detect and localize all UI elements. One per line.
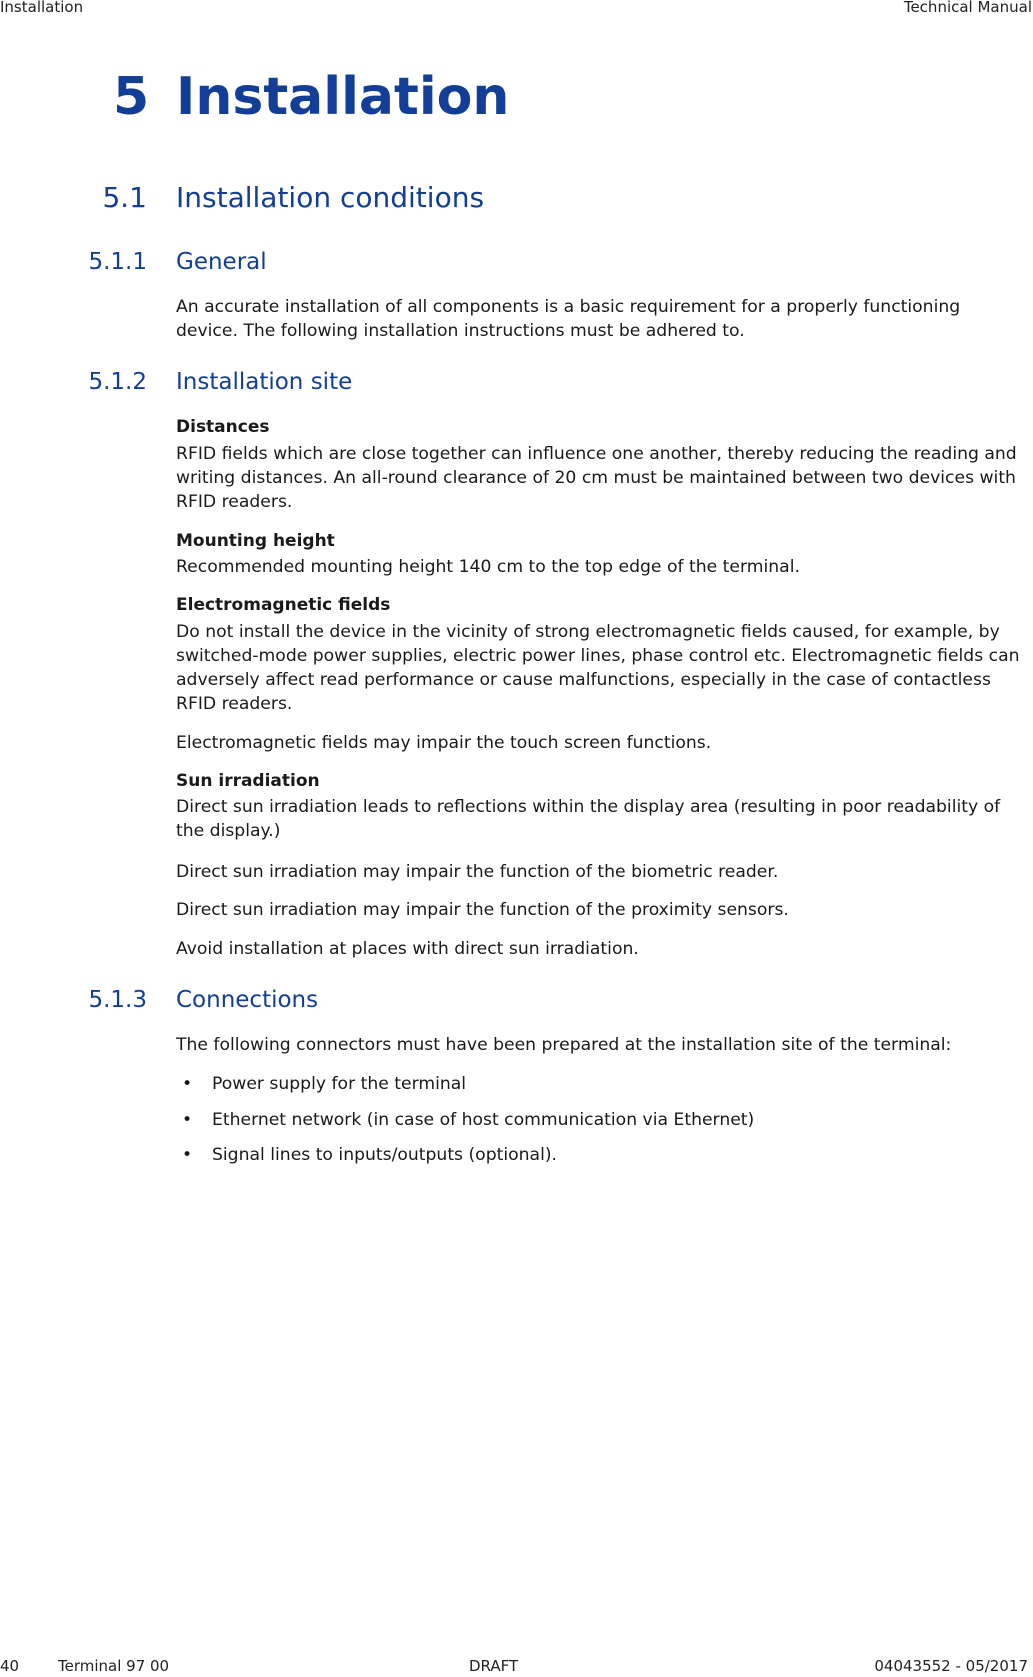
running-header-left: Installation	[0, 0, 84, 16]
electromagnetic-heading: Electromagnetic fields	[176, 595, 391, 615]
chapter-title: Installation	[176, 67, 510, 127]
bullet-icon: •	[182, 1145, 193, 1165]
chapter-heading	[0, 62, 1033, 132]
connections-intro: The following connectors must have been prepared at the installation site of the terminal:	[176, 1035, 952, 1055]
mounting-height-heading: Mounting height	[176, 531, 335, 551]
chapter-number: 5	[113, 67, 150, 127]
electromagnetic-paragraph-1: Do not install the device in the vicinity of strong electromagnetic fields caused, for example, by switched-mode power supplies, electric power lines, phase control etc. Electromagnetic fields can adversely affect read performance or cause malfunctions, especially in the case of contactless RFID readers.	[176, 622, 1020, 714]
section-title: Installation site	[176, 369, 353, 395]
sun-irradiation-paragraph-2: Direct sun irradiation may impair the function of the biometric reader.	[176, 862, 779, 882]
list-item-text: Ethernet network (in case of host communication via Ethernet)	[212, 1110, 755, 1130]
bullet-icon: •	[182, 1074, 193, 1094]
footer-doc-number: 04043552 - 05/2017	[874, 1657, 1028, 1675]
section-title: Installation conditions	[176, 181, 485, 214]
mounting-height-paragraph: Recommended mounting height 140 cm to the top edge of the terminal.	[176, 557, 800, 577]
section-number: 5.1.3	[88, 987, 147, 1013]
bullet-icon: •	[182, 1110, 193, 1130]
section-number: 5.1.2	[88, 369, 147, 395]
footer-page-number: 40	[0, 1657, 20, 1675]
list-item-text: Signal lines to inputs/outputs (optional).	[212, 1145, 558, 1165]
footer-status: DRAFT	[469, 1657, 519, 1675]
section-number: 5.1.1	[88, 249, 147, 275]
section-number: 5.1	[102, 181, 147, 214]
section-title: Connections	[176, 987, 319, 1013]
sun-irradiation-heading: Sun irradiation	[176, 771, 320, 791]
running-header-right: Technical Manual	[903, 0, 1032, 16]
footer-product: Terminal 97 00	[58, 1657, 170, 1675]
list-item-text: Power supply for the terminal	[212, 1074, 467, 1094]
sun-irradiation-paragraph-3: Direct sun irradiation may impair the function of the proximity sensors.	[176, 900, 789, 920]
sun-irradiation-paragraph-1: Direct sun irradiation leads to reflections within the display area (resulting in poor readability of the display.)	[176, 797, 1001, 841]
sun-irradiation-paragraph-4: Avoid installation at places with direct sun irradiation.	[176, 939, 639, 959]
distances-paragraph: RFID fields which are close together can influence one another, thereby reducing the reading and writing distances. An all-round clearance of 20 cm must be maintained between two devices with RFID readers.	[176, 444, 1017, 512]
distances-heading: Distances	[176, 417, 270, 437]
electromagnetic-paragraph-2: Electromagnetic fields may impair the touch screen functions.	[176, 733, 712, 753]
general-paragraph: An accurate installation of all components is a basic requirement for a properly functioning device. The following installation instructions must be adhered to.	[176, 297, 961, 341]
section-title: General	[176, 249, 267, 275]
